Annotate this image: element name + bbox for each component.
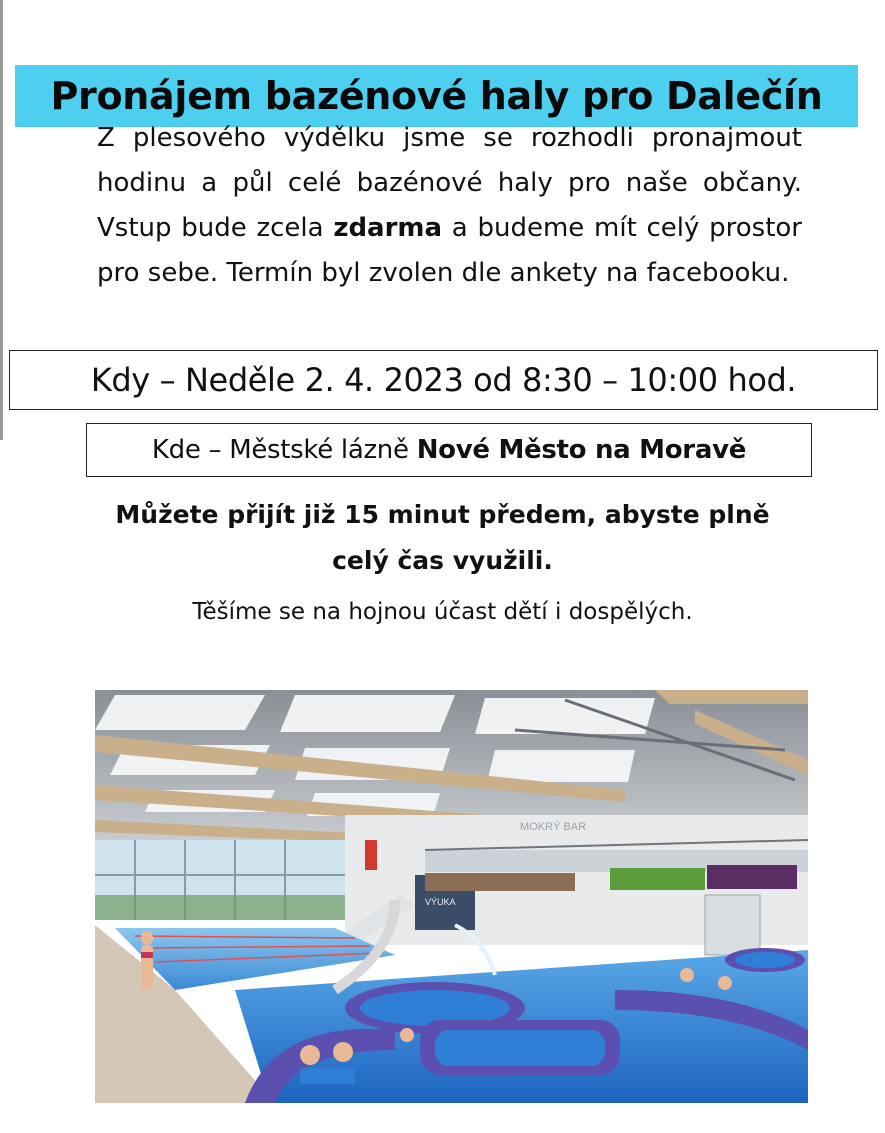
intro-text-part1: Z plesového výdělku jsme se rozhodli pronajmout hodinu a půl celé bazénové haly pro naše občany. Vstup bude zcela [97, 123, 802, 243]
sign-left: VÝUKA [425, 897, 456, 907]
intro-paragraph [97, 116, 802, 296]
pool-hall-illustration [95, 690, 808, 1103]
intro-text-part2: a budeme mít celý prostor pro sebe. Termín byl zvolen dle ankety na facebooku. [97, 213, 802, 288]
sign-bar: MOKRÝ BAR [520, 821, 587, 833]
location-town: Nové Město na Moravě [416, 435, 747, 465]
intro-text-free: zdarma [333, 213, 443, 243]
arrive-early-line-2: celý čas využili. [332, 546, 553, 575]
location-label: Kde – Městské lázně [151, 435, 409, 465]
event-location-box [86, 423, 812, 477]
page-title: Pronájem bazénové haly pro Dalečín [15, 65, 858, 127]
arrive-early-line-1: Můžete přijít již 15 minut předem, abyste plně [115, 500, 770, 529]
arrive-early-note [60, 492, 825, 584]
page-edge-shadow [0, 0, 3, 440]
welcome-note: Těšíme se na hojnou účast dětí i dospělých. [192, 599, 693, 625]
event-date-box: Kdy – Neděle 2. 4. 2023 od 8:30 – 10:00 hod. [9, 350, 878, 410]
pool-hall-photo [95, 690, 808, 1103]
